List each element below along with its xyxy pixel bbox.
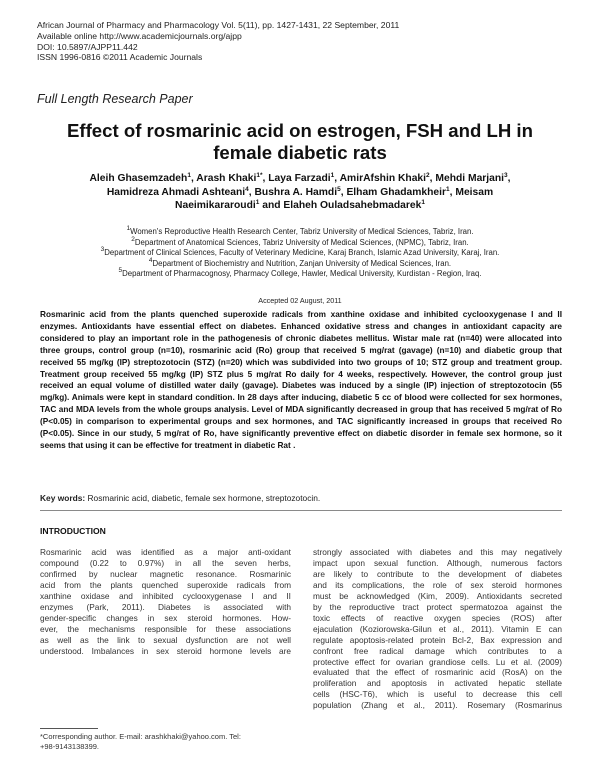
keywords-label: Key words: [40,493,86,503]
keywords [40,493,320,503]
author-affiliation-mark: 1* [256,172,263,179]
keywords-text: Rosmarinic acid, diabetic, female sex hormone, streptozotocin. [87,493,321,503]
text-line: confirmed by nuclear magnetic resonance. Rosmarinic [40,568,291,579]
author-affiliation-mark: 1 [446,185,450,193]
text-line: ejaculation (Koziorowska-Gilun et al., 2011). Vitamin E can [313,623,562,634]
author-name: Arash Khaki [196,173,257,184]
affiliation-number: 5 [118,267,123,275]
affiliation [20,227,580,238]
text-line: proliferation and apoptosis in activated hepatic stellate [313,678,562,689]
doi: DOI: 10.5897/AJPP11.442 [37,41,138,52]
affiliation-text: Department of Pharmacognosy, Pharmacy College, Hawler, Medical University, Kurdistan - Region, Iraq. [122,269,482,279]
author-name: and Elaheh Ouladsahebmadarek [262,200,422,212]
author-name: Elham Ghadamkheir [346,186,447,198]
author-affiliation-mark: 2 [426,172,430,179]
author-line [20,199,580,213]
text-line: ever, the mechanisms responsible for these associations [40,623,291,634]
footnote-line: *Corresponding author. E-mail: arashkhaki@yahoo.com. Tel: [40,732,241,741]
body-column-right [313,547,562,711]
text-line: confront free radical damage which contributes to a [313,645,562,656]
author-affiliation-mark: 4 [245,185,249,193]
text-line: acid from the plants quenched superoxide radicals from [40,579,291,590]
text-line: compound (0.22 to 0.97%) in all the seven herbs, [40,557,291,568]
affiliation-text: Women's Reproductive Health Research Center, Tabriz University of Medical Sciences, Tabriz, Iran. [130,227,474,236]
paper-title [20,120,580,164]
author-affiliation-mark: 1 [255,199,260,207]
text-line: by the reproductive tract protect spermatozoa against the [313,601,562,612]
affiliation [20,248,580,259]
affiliation-text: Department of Clinical Sciences, Faculty of Veterinary Medicine, Karaj Branch, Islamic Azad University, Karaj, Iran. [104,248,500,258]
author-affiliation-mark: 5 [337,185,341,193]
author-affiliation-mark: 1 [421,199,425,207]
issn: ISSN 1996-0816 ©2011 Academic Journals [37,52,203,63]
author-affiliation-mark: 3 [504,172,508,179]
title-line: female diabetic rats [213,142,387,163]
text-line: population (Zhang et al., 2011). Rosemary (Rosmarinus [313,700,562,711]
text-line: enzymes (Park, 2011). Diabetes is associated with [40,601,291,612]
text-line: gender-specific changes in sex steroid hormones. How- [40,612,291,623]
author-name: Meisam [455,186,494,198]
author-name: Laya Farzadi [268,173,331,184]
journal-url: Available online http://www.academicjournals.org/ajpp [37,30,242,41]
text-line: xanthine oxidase and inhibited cyclooxygenase I and II [40,590,291,601]
section-heading-introduction: INTRODUCTION [40,526,106,536]
affiliations [20,227,580,280]
text-line: understood. Imbalances in sex steroid hormone levels are [40,645,291,656]
text-line: toxic effects of reactive oxygen species (ROS) after [313,612,562,623]
text-line: and its complications, the role of sex steroid hormones [313,579,562,590]
section-divider [40,510,562,511]
text-line: evaluated that the effect of rosmarinic acid (RosA) on the [313,667,562,678]
affiliation-number: 4 [148,256,153,264]
footnote-line: +98-9143138399. [40,742,100,751]
author-name: Hamidreza Ahmadi Ashteani [106,186,246,198]
author-name: Bushra A. Hamdi [254,186,338,198]
affiliation-number: 2 [131,235,135,243]
text-line: are likely to contribute to the development of diabetes [313,568,562,579]
footnote-divider [40,728,98,729]
affiliation-text: Department of Anatomical Sciences, Tabriz University of Medical Sciences, (NPMC), Tabriz, Iran. [134,237,469,247]
text-line: regulate apoptosis-related protein Bcl-2, Bax expression and [313,634,562,645]
affiliation [20,256,580,270]
corresponding-author-footnote [40,732,292,752]
journal-header [37,20,399,63]
author-affiliation-mark: 1 [187,172,191,179]
author-name: Mehdi Marjani [435,173,505,184]
author-name: AmirAfshin Khaki [339,173,427,184]
author-list [20,172,580,213]
text-line: Rosmarinic acid was identified as a major anti-oxidant [40,547,291,557]
author-line: Hamidreza Ahmadi Ashteani$^4$, Bushra A. Hamdi$^5$, Elham Ghadamkheir$^1$, Meisam [106,185,494,198]
abstract: Rosmarinic acid from the plants quenched superoxide radicals from xanthine oxidase and inhibited cyclooxygenase I and II enzymes. Antioxidants have essential effect on diabetes. Enhanced oxidative stress and changes in antioxidant capacity are considered to play an important role in the pathogenesis of chronic diabetes mellitus. Wistar male rat (n=40) were allocated into three groups, control group (n=10), rosmarinic acid (Ro) group that received 5 mg/rat (gavage) (n=10) and diabetic group that received 55 mg/kg (IP) streptozotocin (STZ) (n=20) which was subdivided into two groups of 10; STZ group and treatment group. Treatment group received 55 mg/kg (IP) STZ plus 5 mg/rat Ro daily for 4 weeks, respectively. However, the control group just received an equal volume of distilled water daily (gavage). Diabetes was induced by a single (IP) injection of streptozotocin (55 mg/kg). Animals were kept in standard condition. In 28 days after inducing, diabetic 5 cc of blood were collected for sex hormones, TAC and MDA levels from the whole groups analysis. Level of MDA significantly decreased in group that has received 5 mg/rat of Ro (P<0.05) in comparison to experimental groups and sex hormones, and TAC significantly increased in groups that received Ro (P<0.05). Since in our study, 5 mg/rat of Ro, have significantly preventive effect on diabetic disorder in female sex hormone, so it seems that using it can be effective for treatment in diabetic Rat . [40,310,562,450]
author-line: Aleih Ghasemzadeh$^1$, Arash Khaki$^{1*}$, Laya Farzadi$^1$, AmirAfshin Khaki$^2$, Mehdi Marjani$^3$, [89,172,511,184]
author-name: Aleih Ghasemzadeh [89,173,188,184]
title-line: Effect of rosmarinic acid on estrogen, FSH and LH in [67,120,533,141]
author-name: Naeimikararoudi [175,200,256,212]
affiliation-number: 3 [100,246,105,254]
paper-type: Full Length Research Paper [37,92,193,106]
text-line: as well as the link to sexual dysfunction are not well [40,634,291,645]
text-line: protective effect for ovarian grandiose cells. Lu et al. (2009) [313,656,562,667]
author-affiliation-mark: 1 [330,172,335,179]
affiliation-text: Department of Biochemistry and Nutrition, Zanjan University of Medical Sciences, Iran. [152,258,452,268]
text-line: cells (HSC-T6), which is useful to decrease this cell [313,689,562,700]
text-line: strongly associated with diabetes and this may negatively [313,547,562,557]
journal-citation: African Journal of Pharmacy and Pharmacology Vol. 5(11), pp. 1427-1431, 22 September, 2011 [37,20,400,30]
text-line: must be acknowledged (Kim, 2009). Antioxidants secreted [313,590,562,601]
body-column-left [40,547,291,657]
affiliation [20,269,580,280]
accepted-date: Accepted 02 August, 2011 [258,296,342,305]
affiliation-number: 1 [126,225,131,232]
text-line: impact upon sexual function. Although, numerous factors [313,557,562,568]
